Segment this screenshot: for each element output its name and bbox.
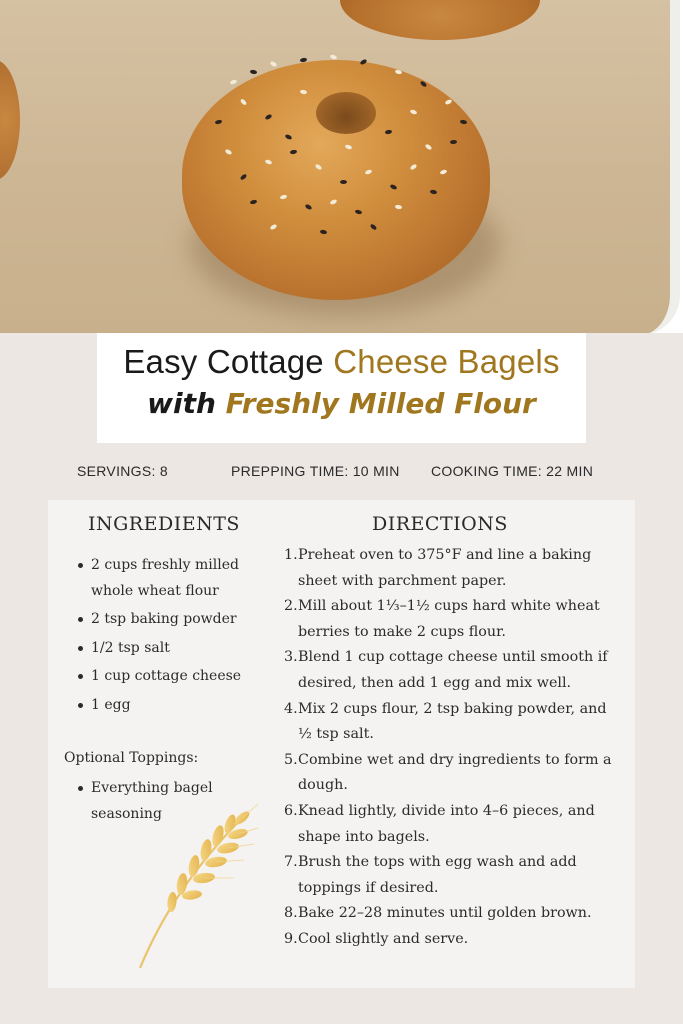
list-item: 1/2 tsp salt (78, 636, 258, 662)
step-text: Bake 22–28 minutes until golden brown. (298, 905, 592, 922)
step-number: 1. (284, 547, 298, 563)
black-sesame-seed (340, 180, 347, 184)
bagel-photo (0, 0, 683, 333)
recipe-subtitle-part2: Freshly Milled Flour (225, 387, 536, 420)
step-number: 2. (284, 598, 298, 615)
list-item: 1 cup cottage cheese (78, 664, 258, 690)
step-number: 7. (284, 854, 298, 871)
step-text: Blend 1 cup cottage cheese until smooth if desired, then add 1 egg and mix well. (298, 649, 608, 691)
recipe-title-part2: Cheese Bagels (333, 343, 560, 380)
step-text: Preheat oven to 375°F and line a baking sheet with parchment paper. (298, 547, 592, 589)
optional-toppings-label: Optional Toppings: (64, 750, 199, 766)
step-number: 4. (284, 700, 298, 717)
title-box (97, 333, 586, 443)
step-text: Knead lightly, divide into 4–6 pieces, and shape into bagels. (298, 802, 595, 845)
step-number: 3. (284, 649, 298, 666)
step-text: Mill about 1⅓–1½ cups hard white wheat berries to make 2 cups flour. (298, 598, 600, 640)
list-item: 2 tsp baking powder (78, 607, 258, 633)
step-text: Combine wet and dry ingredients to form a dough. (298, 751, 612, 794)
direction-step (284, 850, 624, 901)
ingredients-heading: INGREDIENTS (88, 513, 240, 535)
prep-time: PREPPING TIME: 10 MIN (231, 463, 400, 479)
recipe-subtitle-part1: with (147, 387, 226, 420)
direction-step (284, 594, 624, 645)
direction-step (284, 645, 624, 696)
step-number: 9. (284, 930, 298, 947)
bagel-hole (316, 92, 376, 134)
direction-step (284, 543, 624, 594)
list-item: 1 egg (78, 693, 258, 719)
list-item: 2 cups freshly milled whole wheat flour (78, 553, 258, 604)
ingredients-list (78, 553, 258, 721)
step-number: 5. (284, 751, 298, 768)
recipe-subtitle (97, 387, 586, 420)
directions-heading: DIRECTIONS (372, 513, 508, 535)
step-text: Cool slightly and serve. (298, 930, 469, 947)
cook-time: COOKING TIME: 22 MIN (431, 463, 594, 479)
direction-step (284, 697, 624, 748)
recipe-title-part1: Easy Cottage (123, 343, 334, 380)
direction-step (284, 927, 624, 953)
list-item: Everything bagel seasoning (78, 776, 238, 827)
step-number: 8. (284, 905, 298, 922)
directions-list (284, 543, 624, 953)
step-text: Mix 2 cups flour, 2 tsp baking powder, and ½ tsp salt. (298, 700, 607, 743)
direction-step (284, 748, 624, 799)
step-text: Brush the tops with egg wash and add toppings if desired. (298, 854, 577, 896)
step-number: 6. (284, 802, 298, 819)
servings: SERVINGS: 8 (77, 463, 168, 479)
direction-step (284, 799, 624, 850)
wheat-icon (130, 800, 260, 970)
direction-step (284, 901, 624, 927)
recipe-title (97, 333, 586, 381)
